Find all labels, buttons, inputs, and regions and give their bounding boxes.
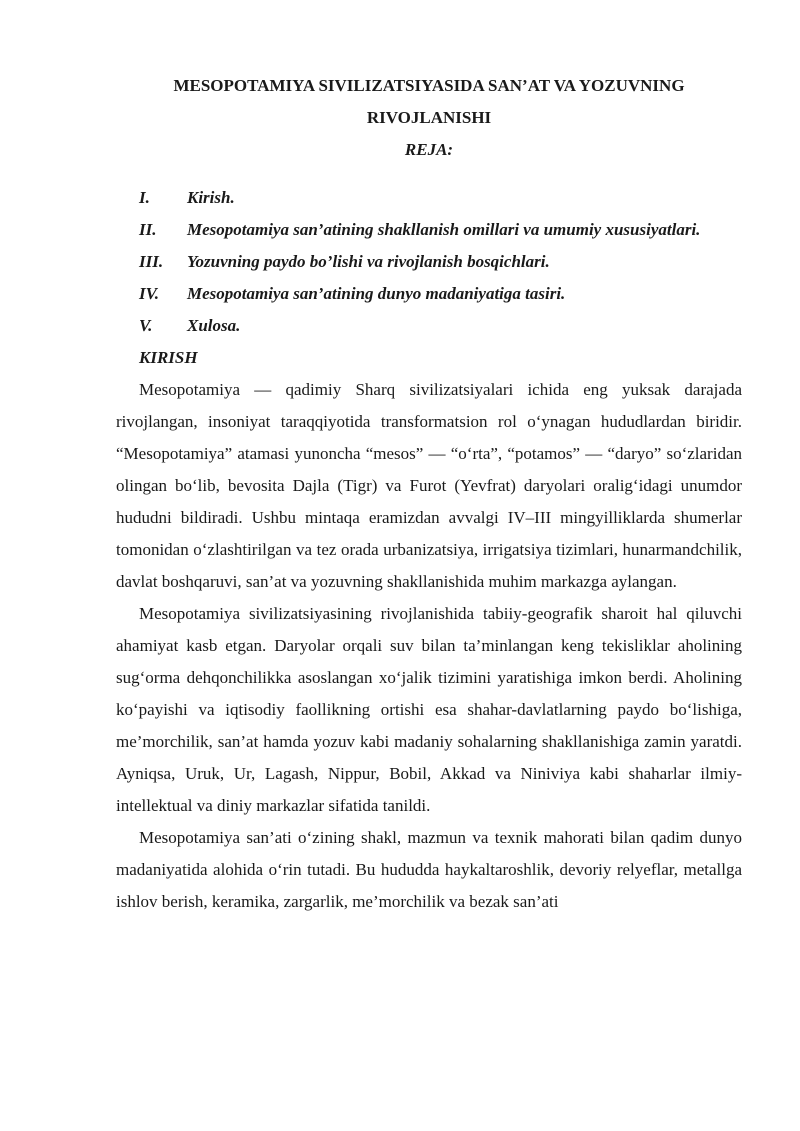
plan-item-number: V. xyxy=(139,316,153,335)
body-paragraph: Mesopotamiya sivilizatsiyasining rivojlanishida tabiiy-geografik sharoit hal qiluvchi ahamiyat kasb etgan. Daryolar orqali suv bilan ta’minlangan keng tekisliklar aholining sug‘orma dehqonchilikka asoslangan xo‘jalik tizimini yaratishiga imkon berdi. Aholining ko‘payishi va iqtisodiy faollikning ortishi esa shahar-davlatlarning paydo bo‘lishiga, me’morchilik, san’at hamda yozuv kabi madaniy sohalarning shakllanishiga zamin yaratdi. Ayniqsa, Uruk, Ur, Lagash, Nippur, Bobil, Akkad va Niniviya kabi shaharlar ilmiy-intellektual va diniy markazlar sifatida tanildi. xyxy=(116,604,742,815)
plan-item-text: Xulosa. xyxy=(187,316,241,335)
plan-item-text: Mesopotamiya san’atining shakllanish omillari va umumiy xususiyatlari. xyxy=(187,220,701,239)
plan-item-number: II. xyxy=(139,220,157,239)
plan-item-text: Kirish. xyxy=(187,188,235,207)
plan-item xyxy=(139,182,742,214)
plan-heading: REJA: xyxy=(404,140,454,159)
plan-list xyxy=(116,182,742,342)
plan-item-text: Mesopotamiya san’atining dunyo madaniyatiga tasiri. xyxy=(187,284,566,303)
document-page xyxy=(116,70,742,918)
document-title-line-2: RIVOJLANISHI xyxy=(366,108,492,127)
plan-item-number: IV. xyxy=(139,284,160,303)
plan-item-number: I. xyxy=(139,188,150,207)
plan-item xyxy=(139,310,742,342)
document-title-line-1: MESOPOTAMIYA SIVILIZATSIYASIDA SAN’AT VA YOZUVNING xyxy=(173,76,685,95)
body-paragraph: Mesopotamiya san’ati o‘zining shakl, mazmun va texnik mahorati bilan qadim dunyo madaniyatida alohida o‘rin tutadi. Bu hududda haykaltaroshlik, devoriy relyeflar, metallga ishlov berish, keramika, zargarlik, me’morchilik va bezak san’ati xyxy=(116,828,742,911)
body-paragraph: Mesopotamiya — qadimiy Sharq sivilizatsiyalari ichida eng yuksak darajada rivojlangan, insoniyat taraqqiyotida transformatsion rol o‘ynagan hududlardan biridir. “Mesopotamiya” atamasi yunoncha “mesos” — “o‘rta”, “potamos” — “daryo” so‘zlaridan olingan bo‘lib, bevosita Dajla (Tigr) va Furot (Yevfrat) daryolari oralig‘idagi unumdor hududni bildiradi. Ushbu mintaqa eramizdan avvalgi IV–III mingyilliklarda shumerlar tomonidan o‘zlashtirilgan va tez orada urbanizatsiya, irrigatsiya tizimlari, hunarmandchilik, davlat boshqaruvi, san’at va yozuvning shakllanishida muhim markazga aylangan. xyxy=(116,380,742,591)
plan-item xyxy=(139,214,742,246)
section-heading-kirish: KIRISH xyxy=(139,348,198,367)
plan-item xyxy=(139,278,742,310)
plan-item-number: III. xyxy=(139,252,164,271)
plan-item-text: Yozuvning paydo bo’lishi va rivojlanish bosqichlari. xyxy=(187,252,550,271)
plan-item xyxy=(139,246,742,278)
